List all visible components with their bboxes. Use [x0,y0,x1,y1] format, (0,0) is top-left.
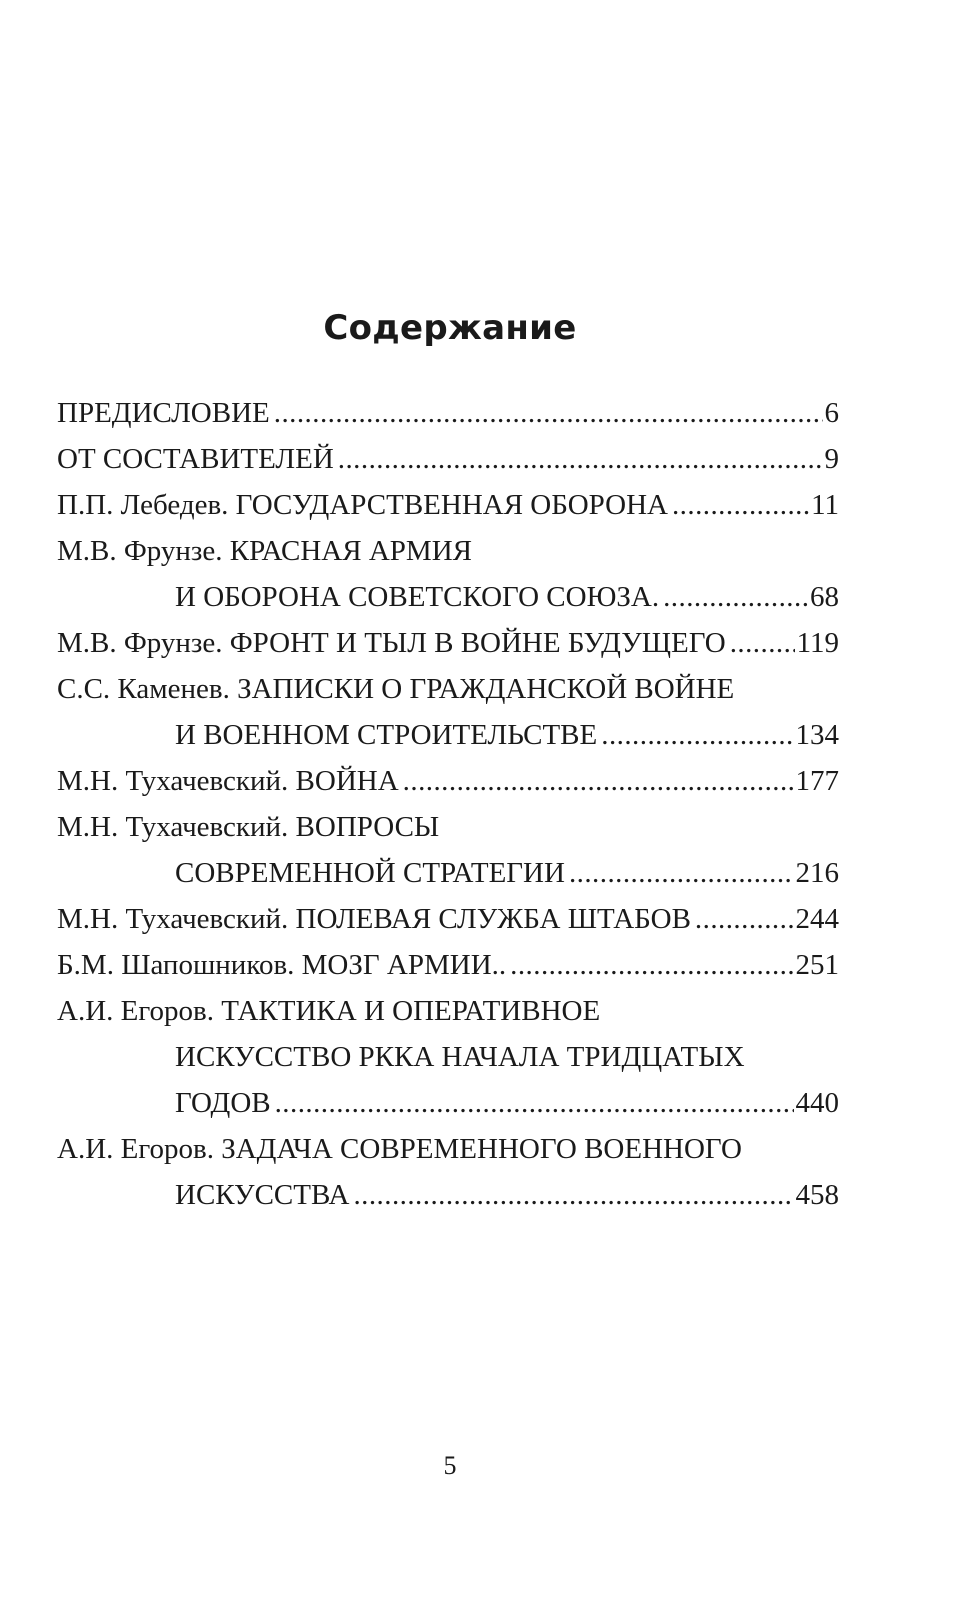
toc-entry-title: Б.М. Шапошников. МОЗГ АРМИИ.. [57,949,507,981]
toc-leader-dots [695,902,794,936]
toc-leader-dots [730,626,795,660]
toc-entry [57,752,839,798]
toc-page-number: 216 [795,857,839,889]
toc-leader-dots [569,856,794,890]
toc-entry-continuation [57,1028,839,1074]
toc-entry [57,890,839,936]
toc-entry-title: М.Н. Тухачевский. ВОПРОСЫ [57,811,440,843]
toc-entry-continuation [57,1074,839,1120]
toc-entry-continuation [57,568,839,614]
toc-page-number: 11 [811,489,839,521]
toc-page-number: 68 [810,581,839,613]
toc-leader-dots [403,764,794,798]
toc-page-number: 251 [795,949,839,981]
toc-entry-title: ГОДОВ [175,1087,271,1119]
toc-leader-dots [274,396,823,430]
toc-entry [57,476,839,522]
toc-page-number: 9 [824,443,839,475]
toc-entry-title: С.С. Каменев. ЗАПИСКИ О ГРАЖДАНСКОЙ ВОЙНЕ [57,673,735,705]
toc-entry-continuation [57,1166,839,1212]
toc-entry-continuation [57,844,839,890]
toc-leader-dots [338,442,823,476]
toc-entry-title: П.П. Лебедев. ГОСУДАРСТВЕННАЯ ОБОРОНА [57,489,668,521]
toc-page-number: 119 [796,627,839,659]
toc-entry-title: А.И. Егоров. ЗАДАЧА СОВРЕМЕННОГО ВОЕННОГО [57,1133,742,1165]
toc-entry [57,1120,839,1166]
toc-entry [57,660,839,706]
toc-entry-title: ОТ СОСТАВИТЕЛЕЙ [57,443,334,475]
toc-page-number: 440 [795,1087,839,1119]
page-title: Содержание [323,308,577,348]
toc-entry-title: ИСКУССТВО РККА НАЧАЛА ТРИДЦАТЫХ [175,1041,745,1073]
toc-entry-title: ПРЕДИСЛОВИЕ [57,397,270,429]
toc-page-number: 134 [795,719,839,751]
table-of-contents [57,384,839,1212]
toc-entry-title: А.И. Егоров. ТАКТИКА И ОПЕРАТИВНОЕ [57,995,601,1027]
toc-entry-title: М.В. Фрунзе. КРАСНАЯ АРМИЯ [57,535,472,567]
toc-leader-dots [275,1086,794,1120]
toc-entry-title: М.Н. Тухачевский. ПОЛЕВАЯ СЛУЖБА ШТАБОВ [57,903,691,935]
toc-leader-dots [601,718,793,752]
toc-entry-title: М.В. Фрунзе. ФРОНТ И ТЫЛ В ВОЙНЕ БУДУЩЕГО [57,627,726,659]
toc-leader-dots [510,948,793,982]
toc-leader-dots [672,488,809,522]
toc-entry-title: СОВРЕМЕННОЙ СТРАТЕГИИ [175,857,565,889]
toc-entry-title: И ОБОРОНА СОВЕТСКОГО СОЮЗА. [175,581,660,613]
toc-entry [57,798,839,844]
toc-entry-title: ИСКУССТВА [175,1179,350,1211]
toc-page-number: 6 [824,397,839,429]
toc-page-number: 244 [795,903,839,935]
toc-entry [57,614,839,660]
toc-entry [57,384,839,430]
toc-entry-title: М.Н. Тухачевский. ВОЙНА [57,765,399,797]
toc-entry [57,982,839,1028]
toc-page-number: 458 [795,1179,839,1211]
toc-entry [57,936,839,982]
toc-page-number: 177 [795,765,839,797]
toc-entry [57,522,839,568]
toc-entry [57,430,839,476]
toc-leader-dots [663,580,808,614]
page-footer-number: 5 [443,1451,457,1480]
toc-entry-title: И ВОЕННОМ СТРОИТЕЛЬСТВЕ [175,719,598,751]
toc-entry-continuation [57,706,839,752]
toc-leader-dots [353,1178,793,1212]
